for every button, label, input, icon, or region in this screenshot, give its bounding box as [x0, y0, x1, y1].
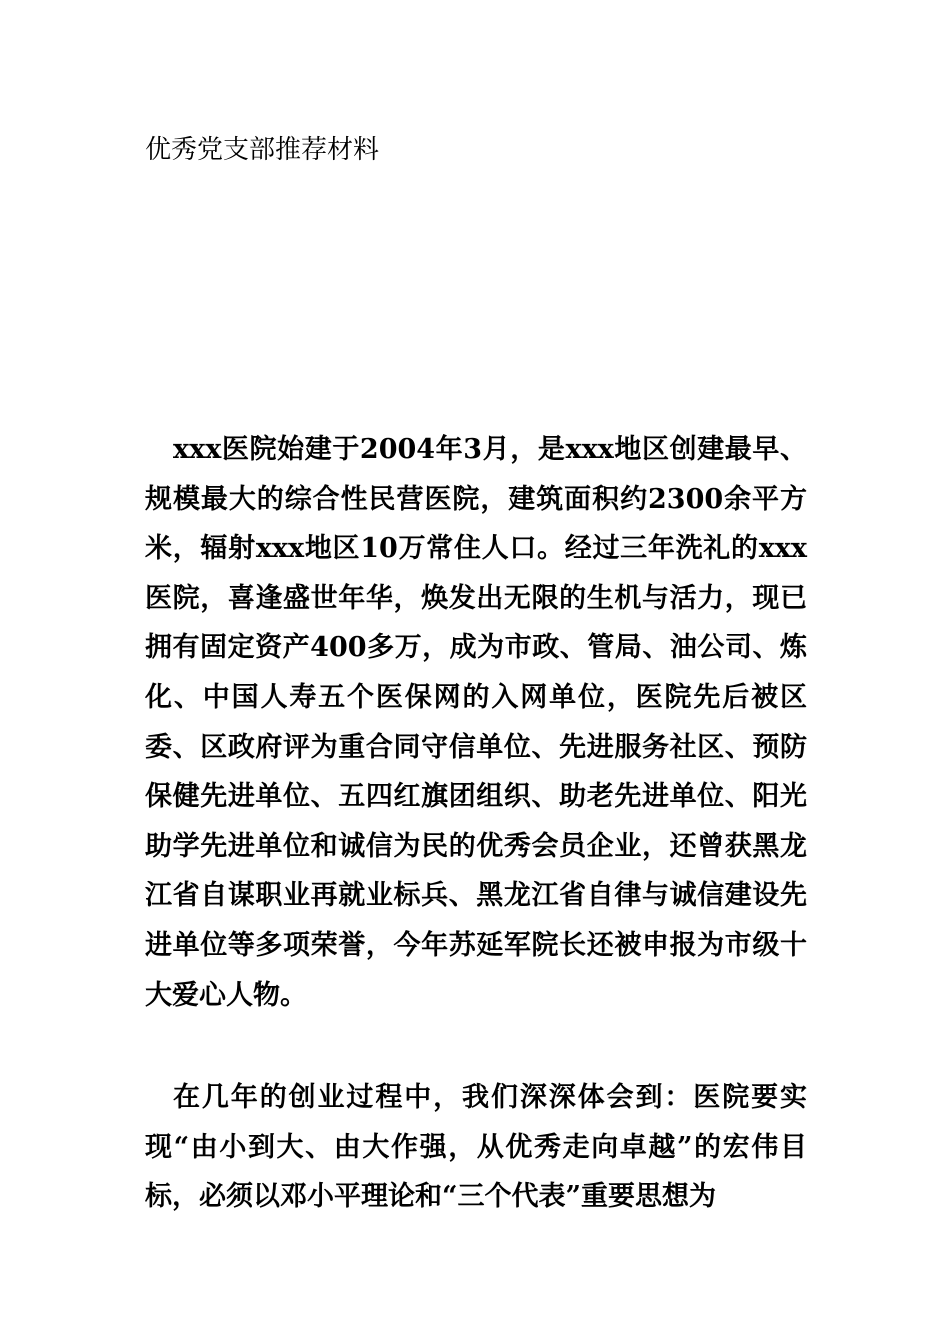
- body-paragraph-2: 在几年的创业过程中，我们深深体会到：医院要实现“由小到大、由大作强，从优秀走向卓越”的宏伟目标，必须以邓小平理论和“三个代表”重要思想为: [145, 1082, 807, 1213]
- document-title: 优秀党支部推荐材料: [145, 135, 380, 165]
- body-paragraph-1: xxx医院始建于2004年3月，是xxx地区创建最早、规模最大的综合性民营医院，建筑面积约2300余平方米，辐射xxx地区10万常住人口。经过三年洗礼的xxx医院，喜逢盛世年华，焕发出无限的生机与活力，现已拥有固定资产400多万，成为市政、管局、油公司、炼化、中国人寿五个医保网的入网单位，医院先后被区委、区政府评为重合同守信单位、先进服务社区、预防保健先进单位、五四红旗团组织、助老先进单位、阳光助学先进单位和诚信为民的优秀会员企业，还曾获黑龙江省自谋职业再就业标兵、黑龙江省自律与诚信建设先进单位等多项荣誉，今年苏延军院长还被申报为市级十大爱心人物。: [145, 434, 807, 1011]
